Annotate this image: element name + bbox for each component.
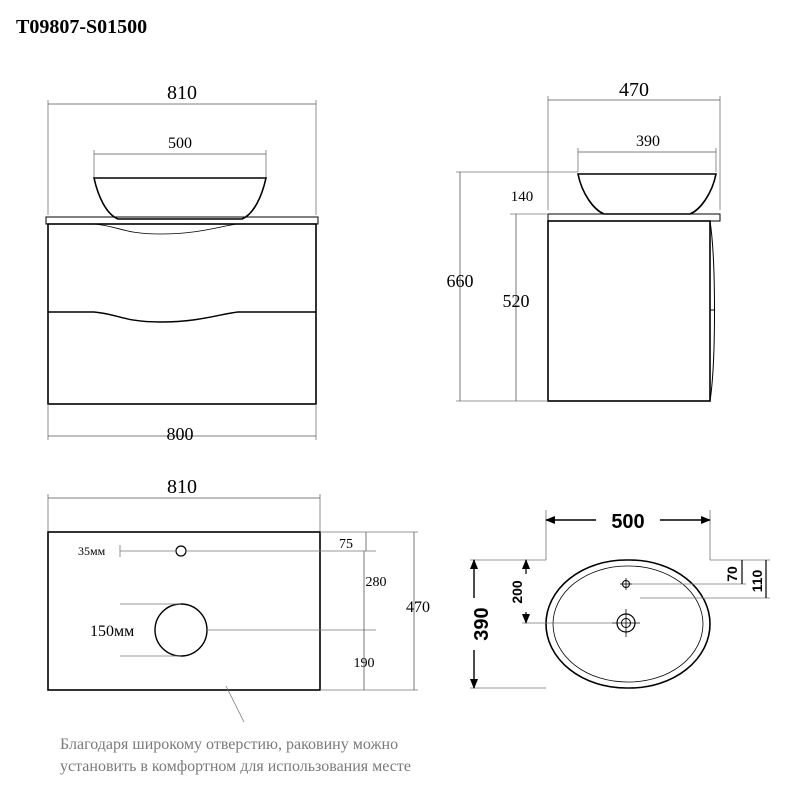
top-view	[48, 494, 418, 722]
side-cabinet-height-label: 520	[502, 291, 530, 311]
top-drain-hole	[155, 604, 207, 656]
top-width-label: 810	[167, 476, 197, 498]
top-dim-190-label: 190	[353, 656, 375, 671]
basin-dim-200-label: 200	[509, 580, 525, 604]
side-basin	[578, 174, 716, 214]
product-code-title: T09807-S01500	[16, 16, 148, 38]
front-cabinet-width-label: 800	[166, 424, 194, 444]
side-view	[456, 96, 720, 401]
tap-hole-label: 35мм	[78, 544, 106, 558]
basin-dim-110-label: 110	[749, 569, 765, 593]
drain-hole-label: 150мм	[90, 623, 135, 640]
installation-note-line-1: Благодаря широкому отверстию, раковину можно	[60, 736, 399, 753]
side-basin-height-label: 140	[510, 189, 534, 205]
top-depth-label: 470	[406, 599, 430, 616]
installation-note	[60, 734, 411, 778]
top-tap-hole	[176, 546, 186, 556]
side-top-depth-label: 470	[619, 79, 649, 101]
front-basin	[94, 178, 266, 219]
basin-depth-label: 390	[471, 607, 493, 641]
front-top-width-label: 810	[167, 82, 197, 104]
basin-width-label: 500	[611, 511, 645, 533]
basin-outline	[546, 560, 710, 688]
top-dim-75-label: 75	[339, 537, 353, 552]
front-basin-width-label: 500	[168, 135, 192, 152]
side-countertop	[548, 214, 720, 221]
side-cabinet	[548, 221, 710, 401]
front-cabinet	[48, 224, 316, 404]
top-dim-280-label: 280	[365, 575, 387, 590]
side-basin-depth-label: 390	[636, 133, 660, 150]
basin-dim-70-label: 70	[724, 566, 740, 582]
side-total-height-label: 660	[446, 271, 474, 291]
installation-note-line-2: установить в комфортном для использования месте	[60, 758, 411, 775]
front-drawer-divider	[48, 312, 316, 322]
